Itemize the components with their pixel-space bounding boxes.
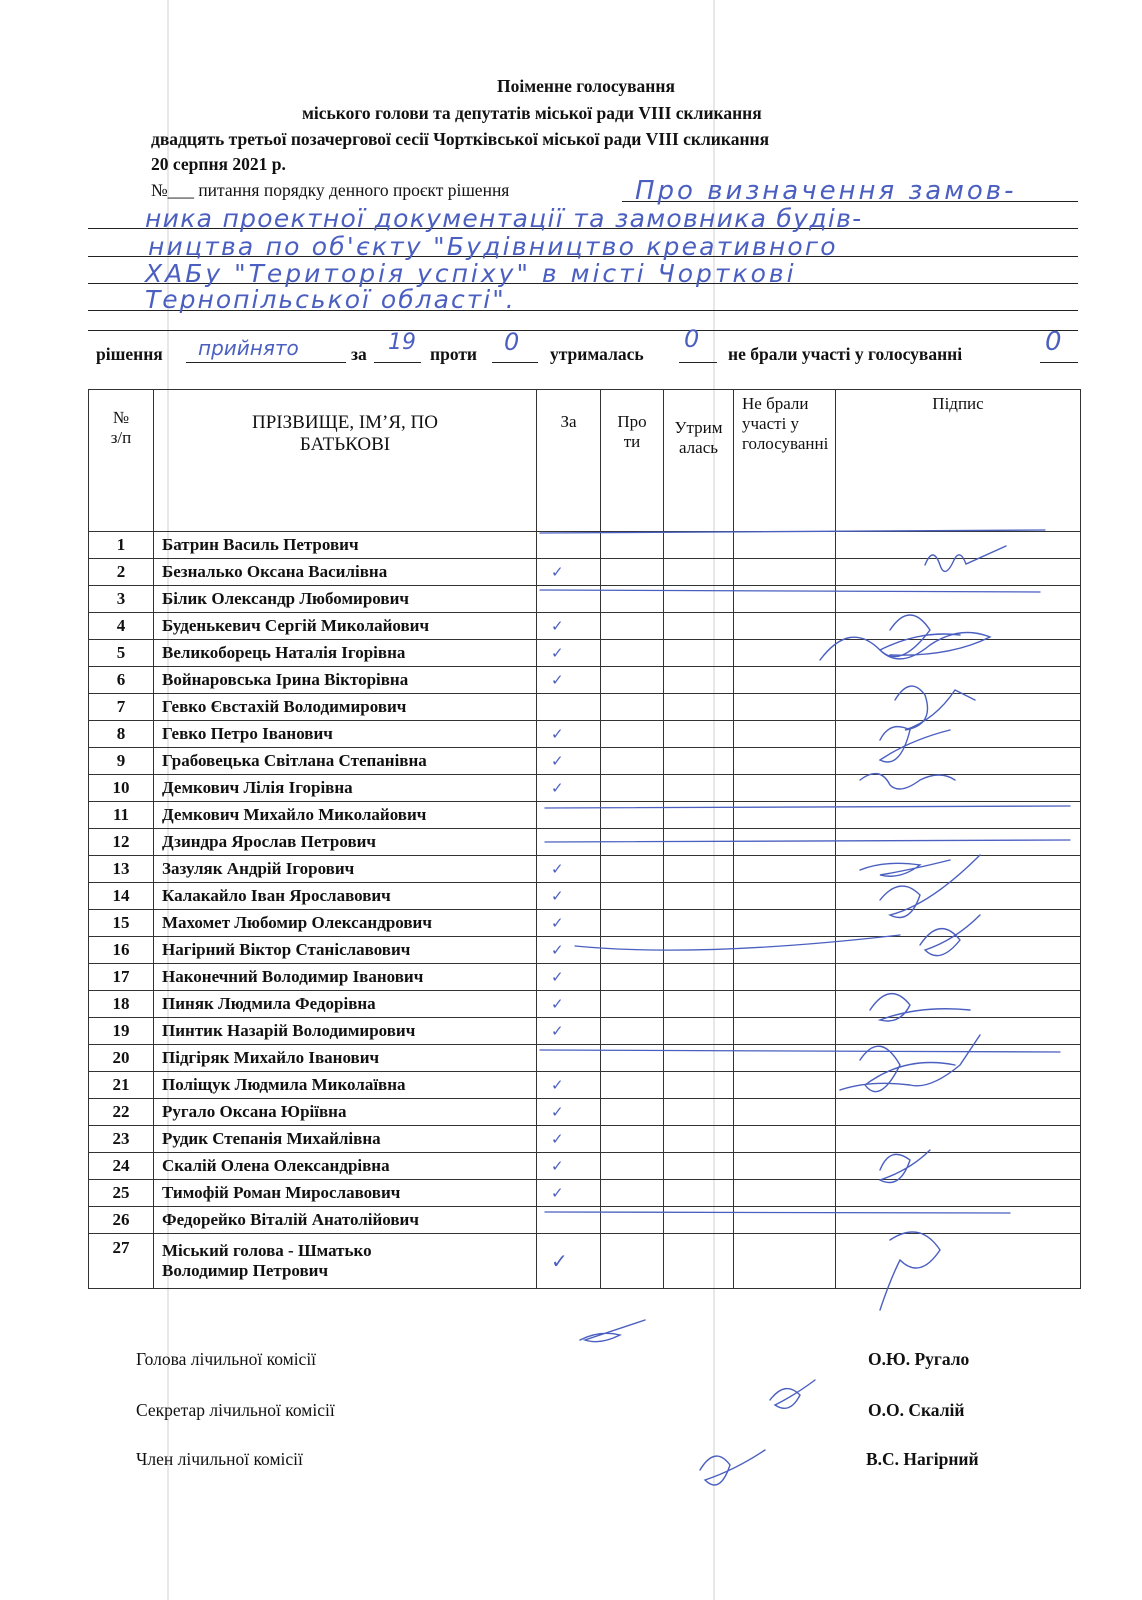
row-num: 21	[89, 1072, 154, 1099]
signature-scribble	[880, 1232, 940, 1310]
signature-scribble	[925, 546, 1006, 571]
for-count: 19	[388, 330, 416, 355]
row-name: Зазуляк Андрій Ігорович	[154, 856, 537, 883]
member-label: Член лічильної комісії	[136, 1449, 303, 1469]
signature-scribble	[880, 1150, 930, 1183]
checkmark: ✓	[551, 968, 564, 986]
dash-line	[545, 840, 1070, 842]
column-header-for: За	[537, 390, 601, 532]
column-header-abstained: Утрималась	[664, 390, 734, 532]
against-count: 0	[504, 328, 520, 356]
not-voted-count: 0	[1045, 327, 1062, 357]
row-name: Ругало Оксана Юріївна	[154, 1099, 537, 1126]
chair-name: О.Ю. Ругало	[868, 1349, 970, 1369]
dash-line	[575, 935, 900, 950]
decision-label: рішення	[96, 344, 163, 364]
row-num: 19	[89, 1018, 154, 1045]
row-num: 16	[89, 937, 154, 964]
session-date: 20 серпня 2021 р.	[151, 154, 286, 174]
row-name: Войнаровська Ірина Вікторівна	[154, 667, 537, 694]
row-num: 9	[89, 748, 154, 775]
checkmark: ✓	[551, 1130, 564, 1148]
agenda-handwriting-line: ництва по об'єкту "Будівництво креативного	[148, 232, 838, 261]
row-num: 12	[89, 829, 154, 856]
row-name: Рудик Степанія Михайлівна	[154, 1126, 537, 1153]
row-name: Пиняк Людмила Федорівна	[154, 991, 537, 1018]
dash-line	[540, 590, 1040, 592]
secretary-label: Секретар лічильної комісії	[136, 1400, 335, 1420]
row-num: 3	[89, 586, 154, 613]
decision-value: прийнято	[198, 336, 299, 360]
agenda-handwriting-line: Тернопільської області".	[145, 285, 516, 314]
row-num: 18	[89, 991, 154, 1018]
member-name: В.С. Нагірний	[866, 1449, 979, 1469]
chair-label: Голова лічильної комісії	[136, 1349, 317, 1369]
row-name: Махомет Любомир Олександрович	[154, 910, 537, 937]
checkmark: ✓	[551, 1184, 564, 1202]
row-name: Білик Олександр Любомирович	[154, 586, 537, 613]
signature-scribble	[870, 994, 970, 1021]
row-name: Калакайло Іван Ярославович	[154, 883, 537, 910]
row-name: Пинтик Назарій Володимирович	[154, 1018, 537, 1045]
row-num: 23	[89, 1126, 154, 1153]
dash-line	[540, 1050, 1060, 1052]
row-name-line: Міський голова - Шматько	[162, 1241, 372, 1260]
row-num: 7	[89, 694, 154, 721]
row-num: 10	[89, 775, 154, 802]
not-voted-label: не брали участі у голосуванні	[728, 344, 963, 364]
row-name: Демкович Лілія Ігорівна	[154, 775, 537, 802]
row-name-line: Володимир Петрович	[162, 1261, 329, 1280]
abstained-count: 0	[684, 325, 700, 353]
agenda-handwriting-line: ХАБу "Територія успіху" в місті Чорткові	[145, 259, 797, 288]
dash-line	[545, 806, 1070, 808]
column-header-not-voted: Не брали участі у голосуванні	[734, 390, 836, 532]
row-num: 4	[89, 613, 154, 640]
row-name: Дзиндра Ярослав Петрович	[154, 829, 537, 856]
agenda-handwriting-line: Про визначення замов-	[635, 176, 1017, 206]
checkmark: ✓	[551, 725, 564, 743]
agenda-handwriting-line: ника проектної документації та замовника будів-	[145, 204, 863, 233]
row-num: 1	[89, 532, 154, 559]
checkmark: ✓	[551, 1157, 564, 1175]
signature-scribble	[895, 686, 975, 730]
for-label: за	[351, 344, 367, 364]
dash-line	[545, 1212, 1010, 1213]
signature-scribble	[880, 727, 950, 762]
signature-scribble	[860, 860, 950, 876]
row-num: 14	[89, 883, 154, 910]
checkmark: ✓	[551, 914, 564, 932]
row-num: 25	[89, 1180, 154, 1207]
row-num: 8	[89, 721, 154, 748]
session-title: двадцять третьої позачергової сесії Чортківської міської ради VIII скликання	[151, 129, 770, 149]
signature-scribble	[580, 1320, 645, 1342]
checkmark: ✓	[551, 563, 564, 581]
secretary-name: О.О. Скалій	[868, 1400, 965, 1420]
signature-scribble	[770, 1380, 815, 1408]
checkmark: ✓	[551, 644, 564, 662]
column-header-name: ПРІЗВИЩЕ, ІМ’Я, ПО БАТЬКОВІ	[154, 390, 537, 532]
row-name: Федорейко Віталій Анатолійович	[154, 1207, 537, 1234]
row-name: Поліщук Людмила Миколаївна	[154, 1072, 537, 1099]
row-num: 11	[89, 802, 154, 829]
checkmark: ✓	[551, 995, 564, 1013]
row-num: 27	[89, 1234, 154, 1289]
signature-scribble	[820, 633, 990, 661]
row-num: 20	[89, 1045, 154, 1072]
row-name: Батрин Василь Петрович	[154, 532, 537, 559]
checkmark: ✓	[551, 1022, 564, 1040]
row-name: Гевко Петро Іванович	[154, 721, 537, 748]
row-num: 15	[89, 910, 154, 937]
abstained-label: утрималась	[550, 344, 644, 364]
checkmark: ✓	[551, 860, 564, 878]
row-name: Наконечний Володимир Іванович	[154, 964, 537, 991]
row-num: 26	[89, 1207, 154, 1234]
row-name: Безналько Оксана Василівна	[154, 559, 537, 586]
signature-scribble	[840, 1035, 980, 1090]
checkmark: ✓	[551, 941, 564, 959]
checkmark: ✓	[551, 671, 564, 689]
row-name: Скалій Олена Олександрівна	[154, 1153, 537, 1180]
checkmark: ✓	[551, 617, 564, 635]
checkmark: ✓	[551, 752, 564, 770]
row-name: Нагірний Віктор Станіславович	[154, 937, 537, 964]
row-name: Великоборець Наталія Ігорівна	[154, 640, 537, 667]
signature-scribble	[920, 915, 980, 956]
row-num: 6	[89, 667, 154, 694]
row-num: 5	[89, 640, 154, 667]
column-header-against: Проти	[601, 390, 664, 532]
checkmark: ✓	[551, 1076, 564, 1094]
row-name: Тимофій Роман Мирославович	[154, 1180, 537, 1207]
row-num: 17	[89, 964, 154, 991]
row-name: Гевко Євстахій Володимирович	[154, 694, 537, 721]
row-num: 22	[89, 1099, 154, 1126]
row-name: Демкович Михайло Миколайович	[154, 802, 537, 829]
row-num: 2	[89, 559, 154, 586]
row-num: 13	[89, 856, 154, 883]
checkmark: ✓	[551, 887, 564, 905]
checkmark: ✓	[551, 1103, 564, 1121]
row-name: Підгіряк Михайло Іванович	[154, 1045, 537, 1072]
signature-scribble	[860, 774, 955, 789]
document-title: Поіменне голосування	[497, 76, 675, 96]
row-num: 24	[89, 1153, 154, 1180]
agenda-prefix: №___ питання порядку денного проєкт рішення	[151, 180, 510, 200]
checkmark: ✓	[551, 779, 564, 797]
row-name: Грабовецька Світлана Степанівна	[154, 748, 537, 775]
against-label: проти	[430, 344, 478, 364]
row-name: Буденькевич Сергій Миколайович	[154, 613, 537, 640]
signature-scribble	[700, 1450, 765, 1485]
dash-line	[540, 530, 1045, 533]
column-header-signature: Підпис	[836, 390, 1081, 532]
checkmark: ✓	[551, 1249, 568, 1273]
column-header-num: № з/п	[89, 390, 154, 532]
document-subtitle: міського голови та депутатів міської ради VIII скликання	[302, 103, 762, 123]
